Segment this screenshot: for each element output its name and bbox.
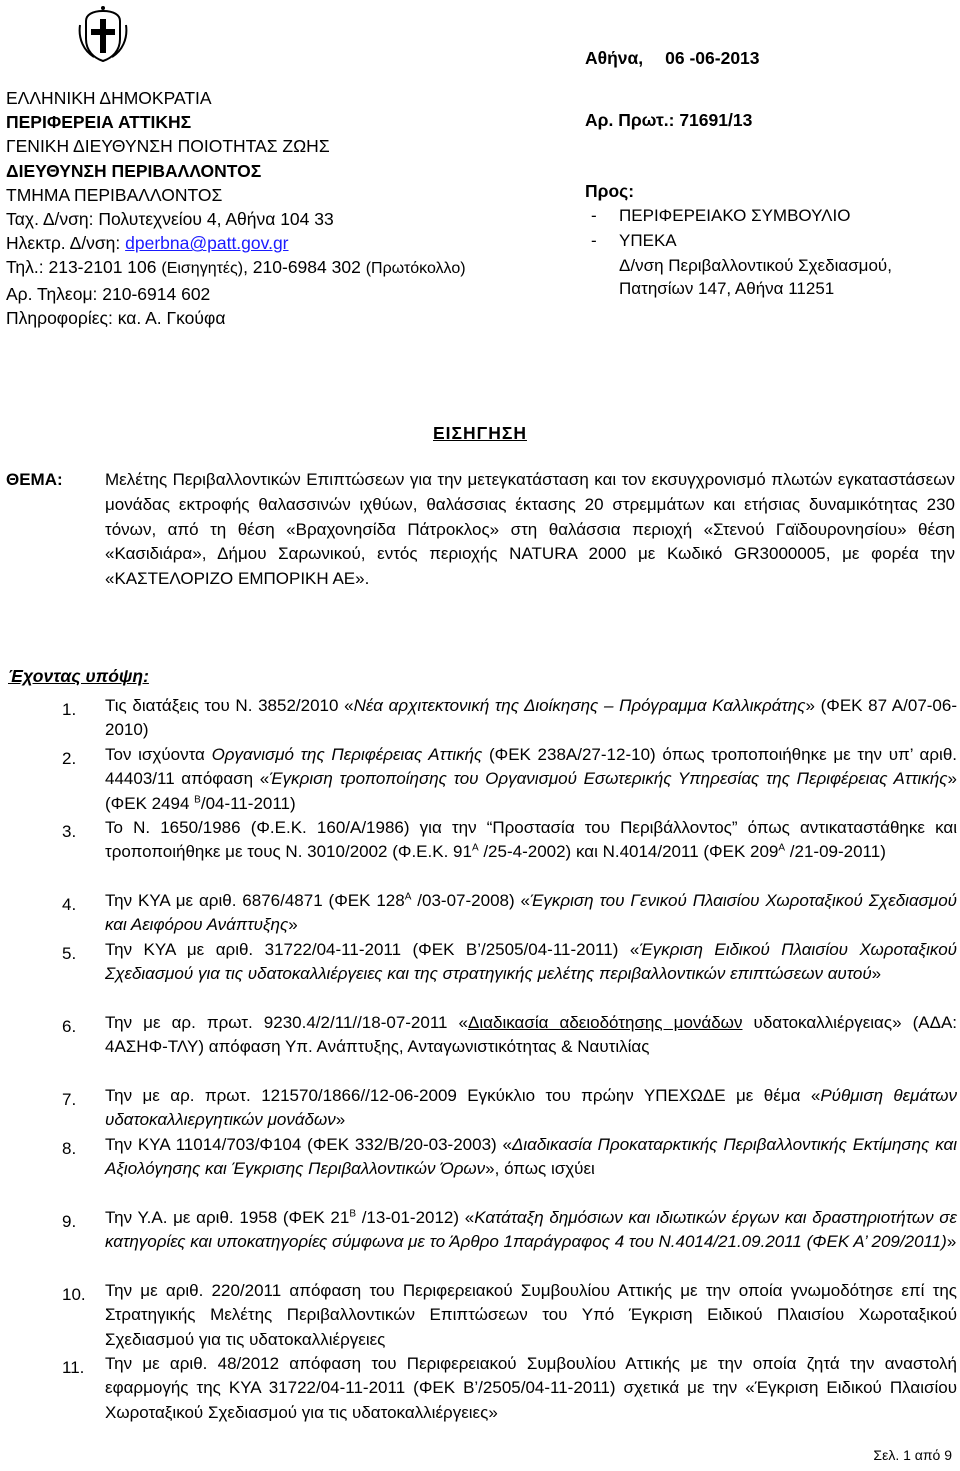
- item-text: Το Ν. 1650/1986 (Φ.Ε.Κ. 160/Α/1986) για την “Προστασία του Περιβάλλοντος” όπως αντικαταστάθηκε και τροποποιήθηκε με τους Ν. 3010/2002 (Φ.Ε.Κ. 91: [105, 818, 957, 862]
- item-number: 9.: [62, 1212, 77, 1231]
- item-text: Α: [471, 842, 479, 854]
- recipient-item: [591, 231, 677, 251]
- item-number: 10.: [62, 1285, 86, 1304]
- place: Αθήνα,: [585, 48, 644, 68]
- document-title: ΕΙΣΗΓΗΣΗ: [433, 423, 527, 443]
- list-item: [105, 1084, 957, 1133]
- item-number: 8.: [62, 1139, 77, 1158]
- tel-note: (Εισηγητές): [161, 260, 244, 278]
- recipients-label: Προς:: [585, 181, 635, 201]
- item-number: 1.: [62, 700, 77, 719]
- email-label: Ηλεκτρ. Δ/νση:: [6, 233, 126, 254]
- item-text: Έγκριση τροποποίησης του Οργανισμού Εσωτερικής Υπηρεσίας της Περιφέρειας Αττικής: [269, 769, 948, 789]
- item-text: Την ΚΥΑ με αριθ. 6876/4871 (ΦΕΚ 128: [105, 891, 405, 910]
- considering-label: Έχοντας υπόψη:: [8, 666, 149, 686]
- list-item: [105, 1279, 957, 1352]
- item-text: Κατάταξη δημόσιων και ιδιωτικών έργων και δραστηριοτήτων σε κατηγορίες και υποκατηγορίες σύμφωνα με το Άρθρο 1παράγραφος 4 του Ν.4014/21.09.2011 (ΦΕΚ Α’ 209/2011): [105, 1208, 957, 1252]
- item-text: Την ΚΥΑ 11014/703/Φ104 (ΦΕΚ 332/Β/20-03-2003) «: [105, 1135, 512, 1154]
- item-text: Την ΚΥΑ με αριθ. 31722/04-11-2011 (ΦΕΚ Β’/2505/04-11-2011) «: [105, 940, 640, 959]
- protocol-line: [585, 110, 752, 131]
- address-line: Ταχ. Δ/νση: Πολυτεχνείου 4, Αθήνα 104 33: [6, 209, 334, 230]
- recipient-sub: Πατησίων 147, Αθήνα 11251: [619, 279, 835, 298]
- item-number: 5.: [62, 944, 77, 963]
- page-number: Σελ. 1 από 9: [873, 1447, 952, 1463]
- item-text: Διαδικασία αδειοδότησης μονάδων: [468, 1013, 743, 1032]
- list-item: [105, 743, 957, 816]
- list-item: [105, 694, 957, 743]
- item-number: 2.: [62, 749, 77, 768]
- list-item: [105, 1206, 957, 1255]
- date-value: 06 -06-2013: [665, 48, 760, 68]
- item-text: Β: [194, 794, 201, 806]
- tel-label: Τηλ.: 213-2101 106: [6, 257, 162, 278]
- list-item: [105, 1352, 957, 1425]
- recipient-name: ΠΕΡΙΦΕΡΕΙΑΚΟ ΣΥΜΒΟΥΛΙΟ: [619, 206, 851, 225]
- list-item: [105, 816, 957, 865]
- recipient-item: [591, 206, 850, 226]
- item-text: » (ΦΕΚ 2494: [105, 769, 958, 813]
- greek-emblem-icon: [78, 5, 128, 63]
- item-text: /13-01-2012) «: [356, 1208, 475, 1227]
- sender-block: [6, 86, 466, 330]
- item-text: Έγκριση Ειδικού Πλαισίου Χωροταξικού Σχεδιασμού για τις υδατοκαλλιέργειες και της στρατηγικής μελέτης περιβαλλοντικών επιπτώσεων αυτού: [105, 940, 957, 984]
- item-text: Β: [349, 1208, 357, 1220]
- item-text: Την με αρ. πρωτ. 121570/1866//12-06-2009 Εγκύκλιο του πρώην ΥΠΕΧΩΔΕ με θέμα «: [105, 1086, 821, 1105]
- protocol-number: 71691/13: [674, 110, 753, 130]
- protocol-label: Αρ. Πρωτ.:: [585, 110, 675, 130]
- dash: -: [591, 206, 597, 225]
- item-text: »: [288, 915, 298, 935]
- item-text: Την Υ.Α. με αριθ. 1958 (ΦΕΚ 21: [105, 1208, 350, 1227]
- item-text: /21-09-2011): [785, 842, 886, 862]
- item-text: Διαδικασία Προκαταρκτικής Περιβαλλοντικής Εκτίμησης και Αξιολόγησης και Έγκρισης Περιβαλλοντικών Όρων: [105, 1135, 957, 1179]
- item-text: Οργανισμό της Περιφέρειας Αττικής: [211, 745, 483, 764]
- item-text: Ρύθμιση θεμάτων υδατοκαλλιεργητικών μονάδων: [105, 1086, 957, 1130]
- item-number: 7.: [62, 1090, 77, 1109]
- item-number: 4.: [62, 895, 77, 914]
- item-text: Την με αρ. πρωτ. 9230.4/2/11//18-07-2011 «: [105, 1013, 469, 1032]
- header-line: ΓΕΝΙΚΗ ΔΙΕΥΘΥΝΣΗ ΠΟΙΟΤΗΤΑΣ ΖΩΗΣ: [6, 136, 330, 157]
- tel-number: , 210-6984 302: [243, 257, 366, 278]
- item-text: /04-11-2011): [200, 793, 296, 813]
- tel-note: (Πρωτόκολλο): [365, 260, 466, 278]
- subject-text: Μελέτης Περιβαλλοντικών Επιπτώσεων για την μετεγκατάσταση και τον εκσυγχρονισμό πλωτών εγκαταστάσεων μονάδας εκτροφής θαλασσινών ιχθύων, θαλάσσιας έκτασης 20 στρεμμάτων και ετήσιας δυναμικότητας 230 τόνων, από τη θέση «Βραχονησίδα Πάτροκλος» στη θαλάσσια περιοχή «Στενού Γαϊδουρονησίου» θέση «Κασιδιάρα», Δήμου Σαρωνικού, εντός περιοχής NATURA 2000 με Κωδικό GR3000005, με φορέα την «ΚΑΣΤΕΛΟΡΙΖΟ ΕΜΠΟΡΙΚΗ ΑΕ».: [105, 470, 955, 589]
- item-text: /03-07-2008) «: [411, 891, 530, 910]
- list-item: [105, 1011, 957, 1060]
- list-item: [105, 1133, 957, 1182]
- info-line: Πληροφορίες: κα. Α. Γκούφα: [6, 307, 226, 328]
- item-text: Τις διατάξεις του Ν. 3852/2010 «: [105, 696, 354, 715]
- item-text: Νέα αρχιτεκτονική της Διοίκησης – Πρόγραμμα Καλλικράτης: [353, 696, 806, 715]
- item-text: Την με αριθ. 48/2012 απόφαση του Περιφερειακού Συμβουλίου Αττικής με την οποία ζητά την αναστολή εφαρμογής της ΚΥΑ 31722/04-11-2011 (ΦΕΚ Β’/2505/04-11-2011) σχετικά με την «Έγκριση Ειδικού Πλαισίου Χωροταξικού Σχεδιασμού για τις υδατοκαλλιέργειες»: [105, 1354, 957, 1422]
- item-number: 11.: [62, 1358, 85, 1377]
- fax-line: Αρ. Τηλεομ: 210-6914 602: [6, 283, 211, 304]
- item-text: υδατοκαλλιέργειας» (ΑΔΑ: 4ΑΣΗΦ-ΤΛΥ) απόφαση Υπ. Ανάπτυξης, Ανταγωνιστικότητας & Ναυτιλίας: [105, 1013, 958, 1057]
- item-text: »: [946, 1232, 957, 1252]
- tel-line: [6, 255, 466, 281]
- list-item: [105, 889, 957, 938]
- subject-label: ΘΕΜΑ:: [6, 470, 63, 489]
- recipient-sub: Δ/νση Περιβαλλοντικού Σχεδιασμού,: [619, 256, 892, 275]
- item-text: Έγκριση του Γενικού Πλαισίου Χωροταξικού Σχεδιασμού και Αειφόρου Ανάπτυξης: [105, 891, 958, 935]
- header-line: ΠΕΡΙΦΕΡΕΙΑ ΑΤΤΙΚΗΣ: [6, 112, 192, 133]
- item-text: »: [335, 1110, 346, 1130]
- item-text: », όπως ισχύει: [485, 1159, 595, 1179]
- item-text: Την με αριθ. 220/2011 απόφαση του Περιφερειακού Συμβουλίου Αττικής με την οποία γνωμοδότησε επί της Στρατηγικής Μελέτης Περιβαλλοντικών Επιπτώσεων του Υπό Έγκριση Ειδικού Πλαισίου Χωροταξικού Σχεδιασμού για τις υδατοκαλλιέργειες: [105, 1281, 957, 1349]
- header-line: ΤΜΗΜΑ ΠΕΡΙΒΑΛΛΟΝΤΟΣ: [6, 184, 223, 205]
- item-text: /25-4-2002) και Ν.4014/2011 (ΦΕΚ 209: [478, 842, 779, 862]
- item-text: »: [871, 964, 882, 984]
- recipient-name: ΥΠΕΚΑ: [619, 231, 677, 250]
- date-line: [585, 48, 760, 69]
- item-number: 3.: [62, 822, 77, 841]
- item-text: Α: [778, 842, 786, 854]
- list-item: [105, 938, 957, 987]
- item-text: Α: [404, 891, 412, 903]
- email-link[interactable]: dperbna@patt.gov.gr: [125, 233, 289, 254]
- dash: -: [591, 231, 597, 250]
- item-number: 6.: [62, 1017, 77, 1036]
- email-line: [6, 231, 466, 255]
- item-text: Τον ισχύοντα: [105, 745, 212, 764]
- item-text: (ΦΕΚ 238Α/27-12-10) όπως τροποποιήθηκε με την υπ’ αριθ. 44403/11 απόφαση «: [105, 745, 958, 789]
- header-line: ΔΙΕΥΘΥΝΣΗ ΠΕΡΙΒΑΛΛΟΝΤΟΣ: [6, 160, 262, 181]
- header-line: ΕΛΛΗΝΙΚΗ ΔΗΜΟΚΡΑΤΙΑ: [6, 88, 212, 108]
- item-text: » (ΦΕΚ 87 Α/07-06-2010): [105, 696, 958, 740]
